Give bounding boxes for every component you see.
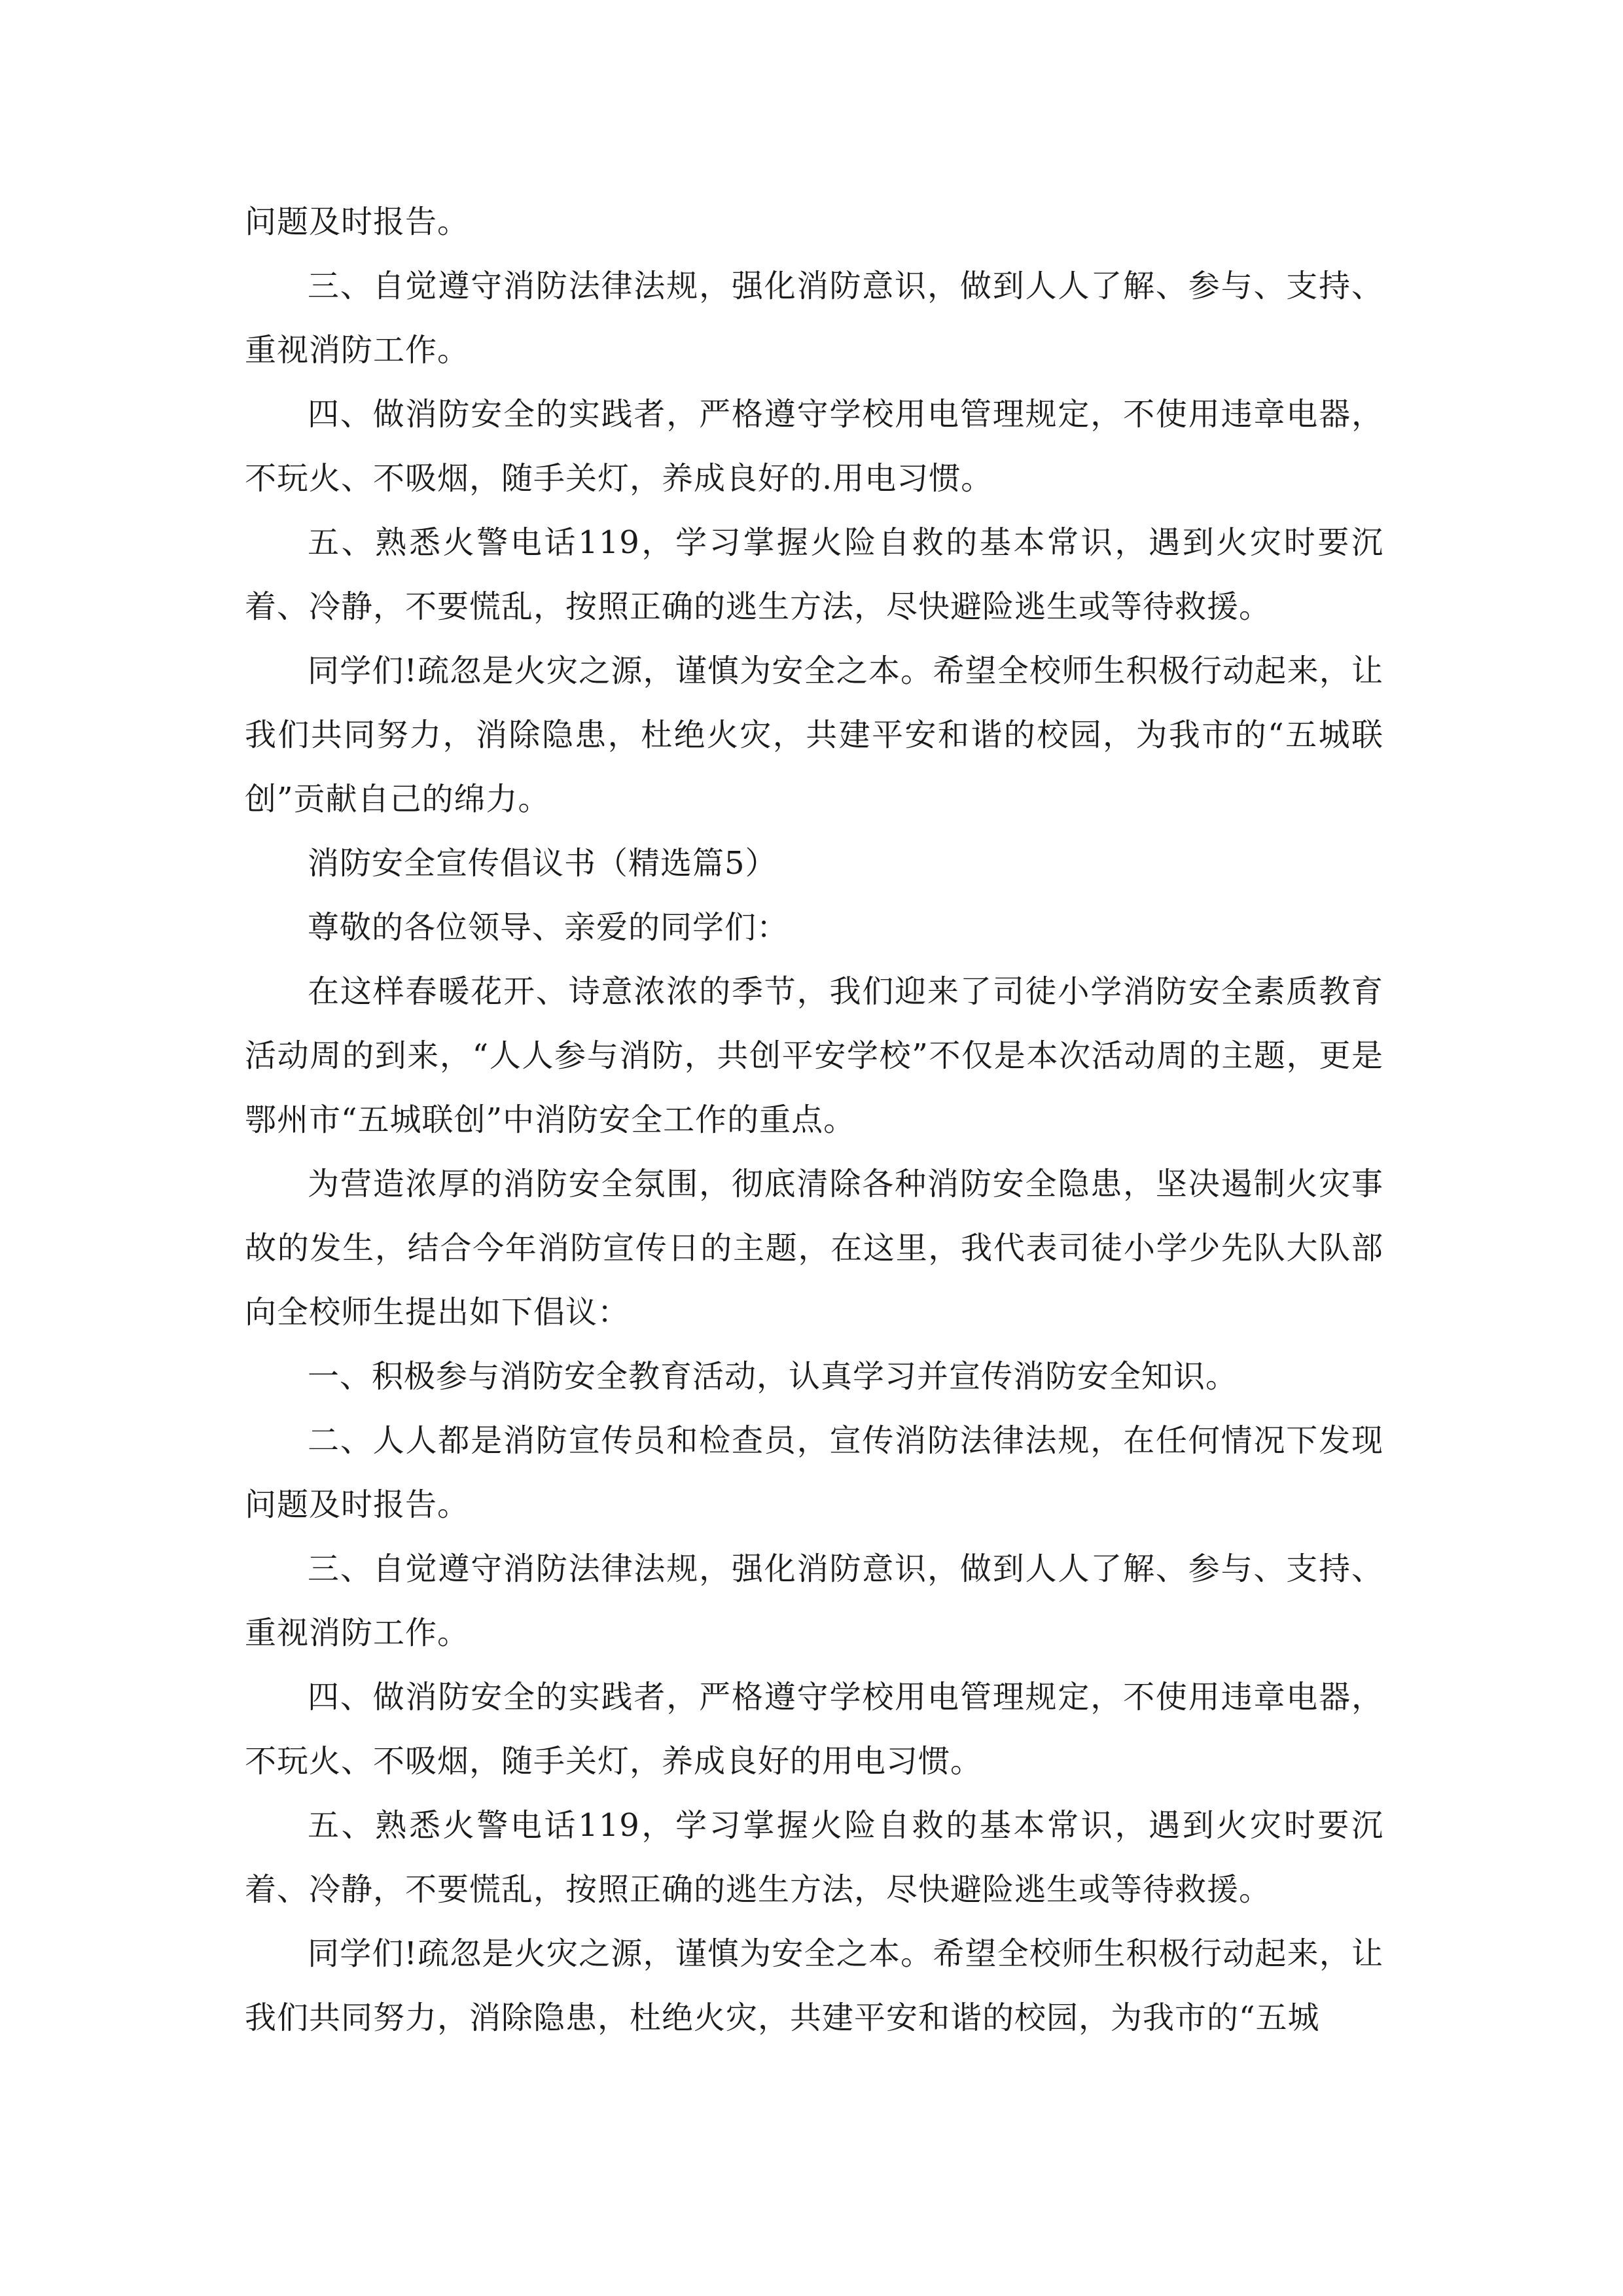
paragraph-item-2: 二、人人都是消防宣传员和检查员，宣传消防法律法规，在任何情况下发现问题及时报告。 — [245, 1422, 1383, 1523]
paragraph-item-4-repeat: 四、做消防安全的实践者，严格遵守学校用电管理规定，不使用违章电器，不玩火、不吸烟，随手关灯，养成良好的用电习惯。 — [245, 1679, 1383, 1780]
paragraph-item-1: 一、积极参与消防安全教育活动，认真学习并宣传消防安全知识。 — [308, 1358, 1238, 1395]
paragraph-item-4: 四、做消防安全的实践者，严格遵守学校用电管理规定，不使用违章电器，不玩火、不吸烟，随手关灯，养成良好的.用电习惯。 — [245, 396, 1383, 497]
paragraph-item-3-repeat: 三、自觉遵守消防法律法规，强化消防意识，做到人人了解、参与、支持、重视消防工作。 — [245, 1551, 1383, 1651]
paragraph-closing-repeat: 同学们!疏忽是火灾之源，谨慎为安全之本。希望全校师生积极行动起来，让我们共同努力，消除隐患，杜绝火灾，共建平安和谐的校园，为我市的“五城 — [245, 1935, 1383, 2036]
paragraph-intro: 在这样春暖花开、诗意浓浓的季节，我们迎来了司徒小学消防安全素质教育活动周的到来，“人人参与消防，共创平安学校”不仅是本次活动周的主题，更是鄂州市“五城联创”中消防安全工作的重点。 — [245, 973, 1383, 1138]
section-heading: 消防安全宣传倡议书（精选篇5） — [308, 845, 777, 882]
paragraph-purpose: 为营造浓厚的消防安全氛围，彻底清除各种消防安全隐患，坚决遏制火灾事故的发生，结合今年消防宣传日的主题，在这里，我代表司徒小学少先队大队部向全校师生提出如下倡议： — [245, 1166, 1383, 1331]
paragraph-item-5: 五、熟悉火警电话119，学习掌握火险自救的基本常识，遇到火灾时要沉着、冷静，不要慌乱，按照正确的逃生方法，尽快避险逃生或等待救援。 — [245, 524, 1383, 625]
salutation: 尊敬的各位领导、亲爱的同学们： — [308, 909, 789, 946]
paragraph-continuation: 问题及时报告。 — [245, 204, 470, 240]
document-body — [245, 190, 1383, 2050]
paragraph-closing: 同学们!疏忽是火灾之源，谨慎为安全之本。希望全校师生积极行动起来，让我们共同努力，消除隐患，杜绝火灾，共建平安和谐的校园，为我市的“五城联创”贡献自己的绵力。 — [245, 653, 1383, 817]
paragraph-item-3: 三、自觉遵守消防法律法规，强化消防意识，做到人人了解、参与、支持、重视消防工作。 — [245, 268, 1383, 368]
paragraph-item-5-repeat: 五、熟悉火警电话119，学习掌握火险自救的基本常识，遇到火灾时要沉着、冷静，不要慌乱，按照正确的逃生方法，尽快避险逃生或等待救援。 — [245, 1807, 1383, 1908]
